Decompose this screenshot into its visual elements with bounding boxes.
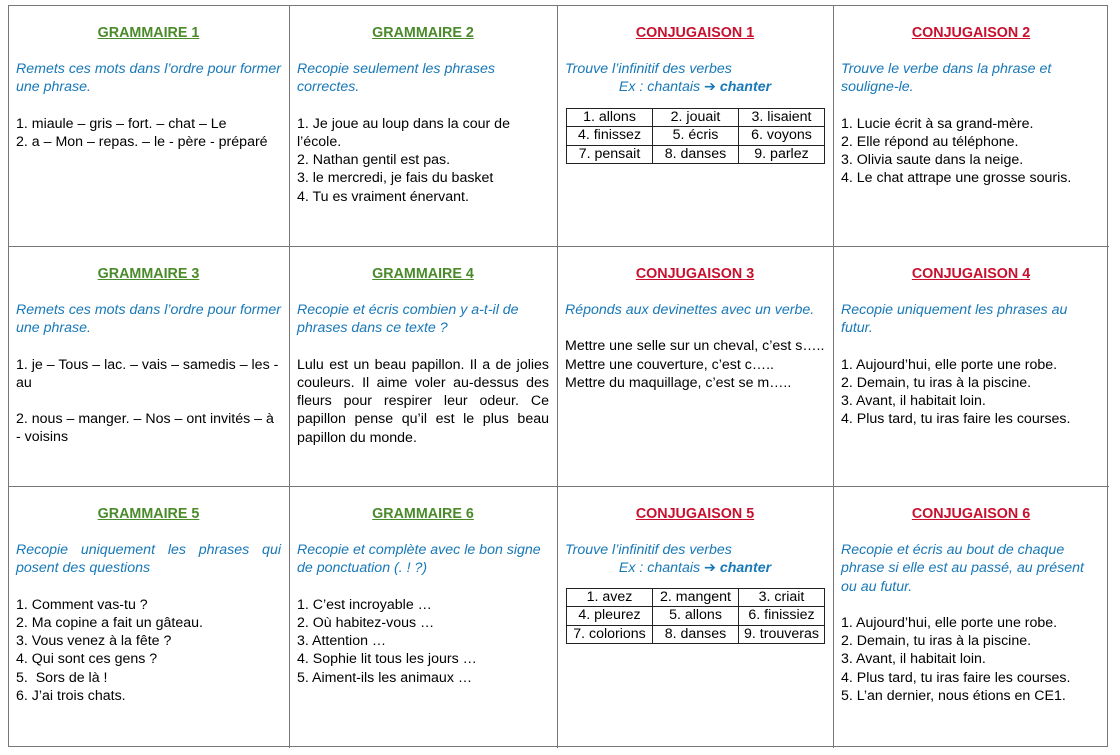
example-prefix: Ex : chantais [618,560,705,577]
card-instruction: Trouve l’infinitif des verbes [565,542,732,558]
exercise-line: 4. Qui sont ces gens ? [16,651,158,668]
exercise-line: 1. Lucie écrit à sa grand-mère. [841,115,1034,132]
card-grammaire-2 [290,6,558,247]
exercise-line: 1. Je joue au loup dans la cour de l’école. [297,115,514,150]
exercise-line: 5. L’an dernier, nous étions en CE1. [841,688,1066,705]
exercise-line: 5. Aiment-ils les animaux … [297,669,473,686]
card-instruction: Recopie et complète avec le bon signe de ponctuation (. ! ?) [297,542,541,577]
card-instruction: Trouve le verbe dans la phrase et souligne-le. [841,61,1052,96]
card-instruction: Réponds aux devinettes avec un verbe. [565,302,815,318]
card-instruction: Remets ces mots dans l’ordre pour former une phrase. [16,302,281,337]
card-title: CONJUGAISON 5 [635,506,755,522]
exercise-line: 4. Plus tard, tu iras faire les courses. [841,669,1071,686]
example-prefix: Ex : chantais [618,79,705,96]
exercise-line: Mettre une selle sur un cheval, c’est s….. [565,338,825,355]
card-instruction: Trouve l’infinitif des verbes [565,61,732,77]
verb-cell: 4. pleurez [567,607,653,626]
exercise-line: 3. Avant, il habitait loin. [841,651,986,668]
exercise-line: Mettre du maquillage, c’est se m….. [565,374,792,391]
exercise-line: 2. nous – manger. – Nos – ont invités – à - voisins [16,411,278,446]
card-title: CONJUGAISON 4 [911,266,1031,282]
verb-cell: 3. lisaient [739,108,825,127]
example-line [565,78,825,96]
exercise-line: 4. Sophie lit tous les jours … [297,651,477,668]
verb-cell: 2. jouait [653,108,739,127]
verb-cell: 7. pensait [567,145,653,164]
verb-cell: 9. trouveras [739,625,825,644]
card-instruction: Recopie uniquement les phrases au futur. [841,302,1068,337]
card-instruction: Recopie et écris combien y a-t-il de phrases dans ce texte ? [297,302,519,337]
exercise-line: 2. Demain, tu iras à la piscine. [841,374,1032,391]
verb-cell: 7. colorions [567,625,653,644]
card-title: GRAMMAIRE 1 [97,25,200,41]
verb-cell: 8. danses [653,145,739,164]
verb-cell: 1. avez [567,588,653,607]
exercise-line: 4. Le chat attrape une grosse souris. [841,170,1072,187]
exercise-line: 1. Aujourd’hui, elle porte une robe. [841,356,1058,373]
verb-cell: 4. finissez [567,127,653,146]
verb-cell: 5. allons [653,607,739,626]
verb-cell: 3. criait [739,588,825,607]
card-instruction: Recopie uniquement les phrases qui posent des questions [16,542,281,577]
exercise-line: 2. Nathan gentil est pas. [297,152,451,169]
exercise-line: 5. Sors de là ! [16,669,108,686]
example-answer: chanter [715,560,772,577]
exercise-line: 1. Aujourd’hui, elle porte une robe. [841,614,1058,631]
card-conjugaison-4 [834,247,1109,487]
exercise-text: Lulu est un beau papillon. Il a de jolies couleurs. Il aime voler au-dessus des fleurs pour respirer leur odeur. Ce papillon pense qu’il est le plus beau papillon du monde. [297,356,553,446]
card-conjugaison-6 [834,487,1109,748]
card-title: CONJUGAISON 3 [635,266,755,282]
exercise-line: 3. Avant, il habitait loin. [841,393,986,410]
exercise-line: 1. C’est incroyable … [297,596,432,613]
card-conjugaison-1 [558,6,834,247]
exercise-line: 4. Tu es vraiment énervant. [297,188,469,205]
verb-cell: 5. écris [653,127,739,146]
example-answer: chanter [715,79,772,96]
card-title: GRAMMAIRE 4 [372,266,474,282]
exercise-card-grid [8,5,1108,747]
exercise-line: 3. Attention … [297,633,387,650]
exercise-line: 1. miaule – gris – fort. – chat – Le [16,115,227,132]
verb-table [566,108,825,165]
exercise-line: 6. J’ai trois chats. [16,688,126,705]
verb-table [566,588,825,645]
card-grammaire-5 [9,487,290,748]
card-title: CONJUGAISON 1 [635,25,755,41]
exercise-line: 2. Ma copine a fait un gâteau. [16,614,203,631]
card-title: CONJUGAISON 6 [911,506,1031,522]
exercise-line: 1. je – Tous – lac. – vais – samedis – les - au [16,356,283,391]
card-grammaire-3 [9,247,290,487]
card-grammaire-1 [9,6,290,247]
arrow-right-icon: ➔ [704,560,716,577]
card-conjugaison-5 [558,487,834,748]
exercise-line: Mettre une couverture, c’est c….. [565,356,774,373]
card-grammaire-6 [290,487,558,748]
arrow-right-icon: ➔ [704,79,716,96]
card-instruction: Remets ces mots dans l’ordre pour former une phrase. [16,61,281,96]
verb-cell: 6. voyons [739,127,825,146]
card-title: GRAMMAIRE 6 [372,506,474,522]
exercise-line: 2. Où habitez-vous … [297,614,435,631]
exercise-line: 3. le mercredi, je fais du basket [297,170,494,187]
exercise-line: 3. Vous venez à la fête ? [16,633,172,650]
verb-cell: 9. parlez [739,145,825,164]
exercise-line: 3. Olivia saute dans la neige. [841,152,1024,169]
verb-cell: 6. finissiez [739,607,825,626]
card-title: CONJUGAISON 2 [911,25,1031,41]
exercise-line: 4. Plus tard, tu iras faire les courses. [841,411,1071,428]
card-grammaire-4 [290,247,558,487]
exercise-line: 2. Demain, tu iras à la piscine. [841,633,1032,650]
card-instruction: Recopie seulement les phrases correctes. [297,61,495,96]
verb-cell: 8. danses [653,625,739,644]
exercise-line: 2. a – Mon – repas. – le - père - préparé [16,133,268,150]
card-title: GRAMMAIRE 2 [372,25,474,41]
verb-cell: 1. allons [567,108,653,127]
card-conjugaison-2 [834,6,1109,247]
card-instruction: Recopie et écris au bout de chaque phrase si elle est au passé, au présent ou au futur. [841,542,1084,595]
exercise-line: 2. Elle répond au téléphone. [841,133,1019,150]
exercise-line: 1. Comment vas-tu ? [16,596,148,613]
example-line [565,559,825,577]
card-title: GRAMMAIRE 5 [97,506,200,522]
card-title: GRAMMAIRE 3 [97,266,200,282]
verb-cell: 2. mangent [653,588,739,607]
card-conjugaison-3 [558,247,834,487]
